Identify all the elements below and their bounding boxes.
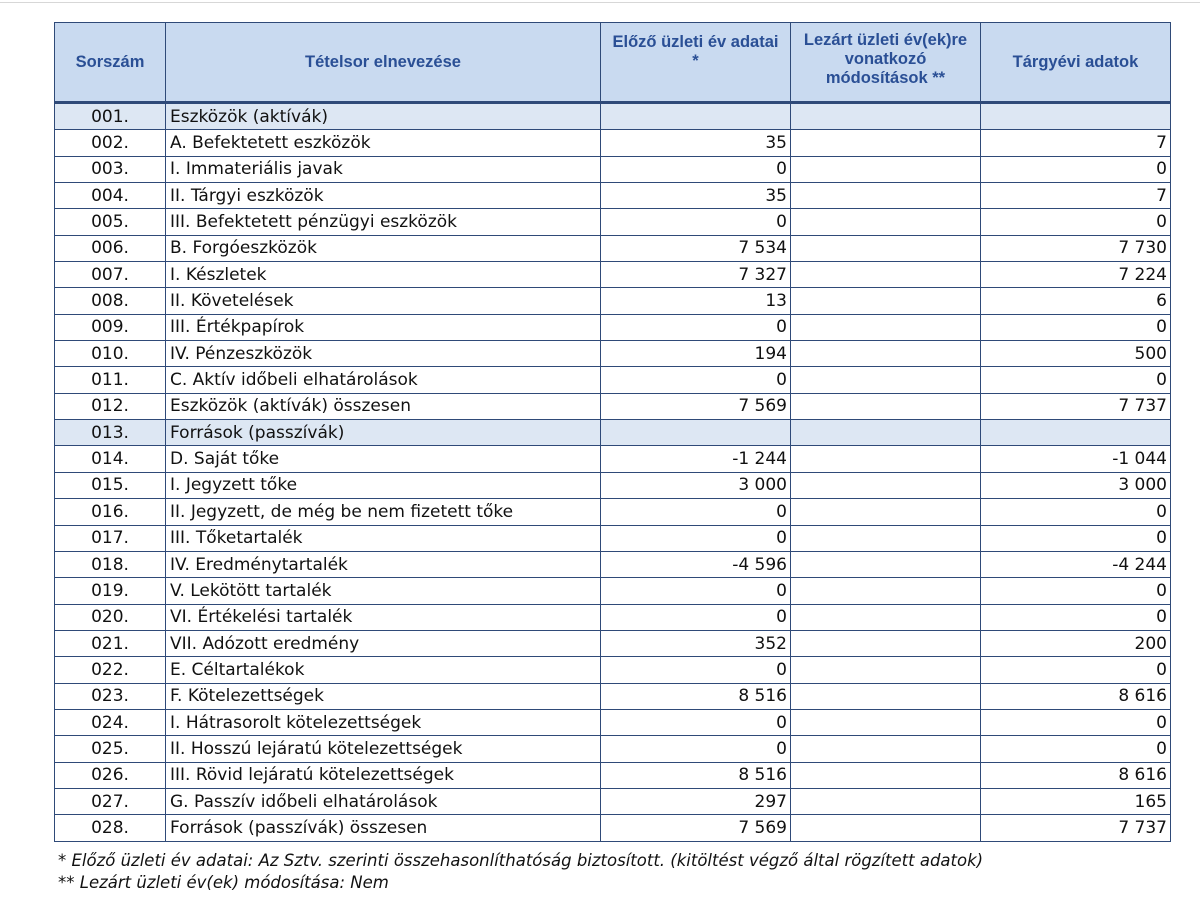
table-row	[55, 630, 1171, 656]
table-row	[55, 472, 1171, 498]
prev-year-value: 0	[601, 209, 791, 235]
row-label: II. Jegyzett, de még be nem fizetett tőke	[166, 499, 601, 525]
row-number: 015.	[55, 472, 166, 498]
row-label: A. Befektetett eszközök	[166, 130, 601, 156]
row-number: 009.	[55, 314, 166, 340]
header-row	[55, 23, 1171, 103]
row-number: 017.	[55, 525, 166, 551]
row-label: I. Immateriális javak	[166, 156, 601, 182]
prev-year-value	[601, 420, 791, 446]
row-number: 025.	[55, 736, 166, 762]
table-row	[55, 314, 1171, 340]
modification-value	[791, 314, 981, 340]
table-row	[55, 551, 1171, 577]
prev-year-value: 0	[601, 578, 791, 604]
row-number: 001.	[55, 103, 166, 130]
row-number: 027.	[55, 788, 166, 814]
prev-year-value: 13	[601, 288, 791, 314]
current-year-value: 0	[981, 709, 1171, 735]
modification-value	[791, 578, 981, 604]
header-modifications-line1: Lezárt üzleti év(ek)re	[803, 31, 968, 49]
modification-value	[791, 551, 981, 577]
modification-value	[791, 762, 981, 788]
prev-year-value: 0	[601, 657, 791, 683]
current-year-value	[981, 103, 1171, 130]
header-modifications	[791, 23, 981, 103]
row-number: 012.	[55, 393, 166, 419]
row-label: G. Passzív időbeli elhatárolások	[166, 788, 601, 814]
modification-value	[791, 367, 981, 393]
table-row	[55, 762, 1171, 788]
row-label: III. Tőketartalék	[166, 525, 601, 551]
row-number: 026.	[55, 762, 166, 788]
prev-year-value: 0	[601, 367, 791, 393]
table-row	[55, 130, 1171, 156]
prev-year-value: 0	[601, 604, 791, 630]
prev-year-value: 7 569	[601, 815, 791, 841]
table-row	[55, 183, 1171, 209]
modification-value	[791, 262, 981, 288]
table-row	[55, 815, 1171, 841]
row-label: III. Rövid lejáratú kötelezettségek	[166, 762, 601, 788]
modification-value	[791, 630, 981, 656]
balance-sheet-table	[54, 22, 1171, 842]
header-modifications-line2: vonatkozó	[844, 50, 927, 68]
header-prev-year-line1: Előző üzleti év adatai	[612, 33, 779, 51]
table-row	[55, 235, 1171, 261]
current-year-value: 0	[981, 657, 1171, 683]
modification-value	[791, 130, 981, 156]
header-prev-year	[601, 23, 791, 103]
row-label: II. Tárgyi eszközök	[166, 183, 601, 209]
row-label: IV. Pénzeszközök	[166, 341, 601, 367]
header-tetelsor: Tételsor elnevezése	[166, 23, 601, 103]
row-number: 023.	[55, 683, 166, 709]
row-label: I. Jegyzett tőke	[166, 472, 601, 498]
modification-value	[791, 446, 981, 472]
modification-value	[791, 393, 981, 419]
table-row	[55, 420, 1171, 446]
prev-year-value: -4 596	[601, 551, 791, 577]
modification-value	[791, 788, 981, 814]
row-label: II. Hosszú lejáratú kötelezettségek	[166, 736, 601, 762]
modification-value	[791, 683, 981, 709]
modification-value	[791, 209, 981, 235]
table-row	[55, 341, 1171, 367]
top-divider	[0, 2, 1200, 3]
table-header	[55, 23, 1171, 103]
prev-year-value: 0	[601, 709, 791, 735]
modification-value	[791, 235, 981, 261]
row-label: VII. Adózott eredmény	[166, 630, 601, 656]
row-label: III. Értékpapírok	[166, 314, 601, 340]
row-label: IV. Eredménytartalék	[166, 551, 601, 577]
current-year-value: 8 616	[981, 683, 1171, 709]
row-number: 003.	[55, 156, 166, 182]
current-year-value: 7	[981, 183, 1171, 209]
header-sorszam: Sorszám	[55, 23, 166, 103]
table-row	[55, 578, 1171, 604]
current-year-value: 0	[981, 604, 1171, 630]
modification-value	[791, 525, 981, 551]
row-label: C. Aktív időbeli elhatárolások	[166, 367, 601, 393]
modification-value	[791, 472, 981, 498]
current-year-value: 0	[981, 209, 1171, 235]
current-year-value: 8 616	[981, 762, 1171, 788]
prev-year-value: 0	[601, 156, 791, 182]
row-number: 014.	[55, 446, 166, 472]
row-number: 020.	[55, 604, 166, 630]
row-label: E. Céltartalékok	[166, 657, 601, 683]
row-number: 013.	[55, 420, 166, 446]
footnotes	[58, 850, 983, 894]
row-number: 004.	[55, 183, 166, 209]
current-year-value: 7 737	[981, 815, 1171, 841]
row-label: Eszközök (aktívák)	[166, 103, 601, 130]
table-row	[55, 367, 1171, 393]
header-prev-year-line2: *	[692, 52, 699, 70]
row-number: 018.	[55, 551, 166, 577]
table-row	[55, 499, 1171, 525]
row-number: 010.	[55, 341, 166, 367]
current-year-value: 7 730	[981, 235, 1171, 261]
prev-year-value: 35	[601, 130, 791, 156]
modification-value	[791, 604, 981, 630]
row-number: 008.	[55, 288, 166, 314]
row-label: Források (passzívák) összesen	[166, 815, 601, 841]
row-number: 019.	[55, 578, 166, 604]
row-label: III. Befektetett pénzügyi eszközök	[166, 209, 601, 235]
row-number: 024.	[55, 709, 166, 735]
current-year-value: -4 244	[981, 551, 1171, 577]
row-label: F. Kötelezettségek	[166, 683, 601, 709]
footnote-modifications: ** Lezárt üzleti év(ek) módosítása: Nem	[58, 873, 389, 892]
row-label: Eszközök (aktívák) összesen	[166, 393, 601, 419]
current-year-value: 0	[981, 314, 1171, 340]
current-year-value: 3 000	[981, 472, 1171, 498]
modification-value	[791, 499, 981, 525]
table-row	[55, 393, 1171, 419]
table-row	[55, 736, 1171, 762]
prev-year-value: 7 569	[601, 393, 791, 419]
prev-year-value: 8 516	[601, 683, 791, 709]
current-year-value: 6	[981, 288, 1171, 314]
prev-year-value: 0	[601, 525, 791, 551]
prev-year-value: 7 534	[601, 235, 791, 261]
current-year-value: 0	[981, 499, 1171, 525]
current-year-value: 0	[981, 525, 1171, 551]
modification-value	[791, 657, 981, 683]
prev-year-value: 0	[601, 736, 791, 762]
prev-year-value: 352	[601, 630, 791, 656]
row-label: VI. Értékelési tartalék	[166, 604, 601, 630]
modification-value	[791, 709, 981, 735]
prev-year-value: 0	[601, 314, 791, 340]
table-row	[55, 709, 1171, 735]
prev-year-value: -1 244	[601, 446, 791, 472]
prev-year-value: 35	[601, 183, 791, 209]
footnote-prev-year: * Előző üzleti év adatai: Az Sztv. szerinti összehasonlíthatóság biztosított. (kitöltést végző által rögzített adatok)	[58, 851, 984, 870]
current-year-value: 200	[981, 630, 1171, 656]
table-row	[55, 262, 1171, 288]
table-row	[55, 525, 1171, 551]
table-row	[55, 683, 1171, 709]
row-label: V. Lekötött tartalék	[166, 578, 601, 604]
table-row	[55, 657, 1171, 683]
row-number: 005.	[55, 209, 166, 235]
table-row	[55, 446, 1171, 472]
prev-year-value	[601, 103, 791, 130]
row-number: 016.	[55, 499, 166, 525]
row-number: 011.	[55, 367, 166, 393]
current-year-value: 7 737	[981, 393, 1171, 419]
modification-value	[791, 156, 981, 182]
table-row	[55, 103, 1171, 130]
header-modifications-line3: módosítások **	[825, 69, 946, 87]
row-label: B. Forgóeszközök	[166, 235, 601, 261]
row-number: 007.	[55, 262, 166, 288]
modification-value	[791, 420, 981, 446]
prev-year-value: 7 327	[601, 262, 791, 288]
row-number: 022.	[55, 657, 166, 683]
table-row	[55, 288, 1171, 314]
current-year-value	[981, 420, 1171, 446]
prev-year-value: 3 000	[601, 472, 791, 498]
prev-year-value: 0	[601, 499, 791, 525]
current-year-value: 0	[981, 156, 1171, 182]
prev-year-value: 194	[601, 341, 791, 367]
row-label: I. Hátrasorolt kötelezettségek	[166, 709, 601, 735]
modification-value	[791, 288, 981, 314]
row-label: I. Készletek	[166, 262, 601, 288]
table-body	[55, 103, 1171, 842]
current-year-value: 165	[981, 788, 1171, 814]
current-year-value: 0	[981, 578, 1171, 604]
modification-value	[791, 815, 981, 841]
current-year-value: 0	[981, 736, 1171, 762]
modification-value	[791, 183, 981, 209]
row-number: 021.	[55, 630, 166, 656]
current-year-value: -1 044	[981, 446, 1171, 472]
modification-value	[791, 736, 981, 762]
table-row	[55, 788, 1171, 814]
prev-year-value: 8 516	[601, 762, 791, 788]
row-label: D. Saját tőke	[166, 446, 601, 472]
row-label: II. Követelések	[166, 288, 601, 314]
current-year-value: 0	[981, 367, 1171, 393]
row-number: 006.	[55, 235, 166, 261]
row-number: 002.	[55, 130, 166, 156]
modification-value	[791, 341, 981, 367]
current-year-value: 500	[981, 341, 1171, 367]
prev-year-value: 297	[601, 788, 791, 814]
current-year-value: 7 224	[981, 262, 1171, 288]
current-year-value: 7	[981, 130, 1171, 156]
modification-value	[791, 103, 981, 130]
row-label: Források (passzívák)	[166, 420, 601, 446]
header-current-year: Tárgyévi adatok	[981, 23, 1171, 103]
row-number: 028.	[55, 815, 166, 841]
table-row	[55, 209, 1171, 235]
table-row	[55, 156, 1171, 182]
table-row	[55, 604, 1171, 630]
